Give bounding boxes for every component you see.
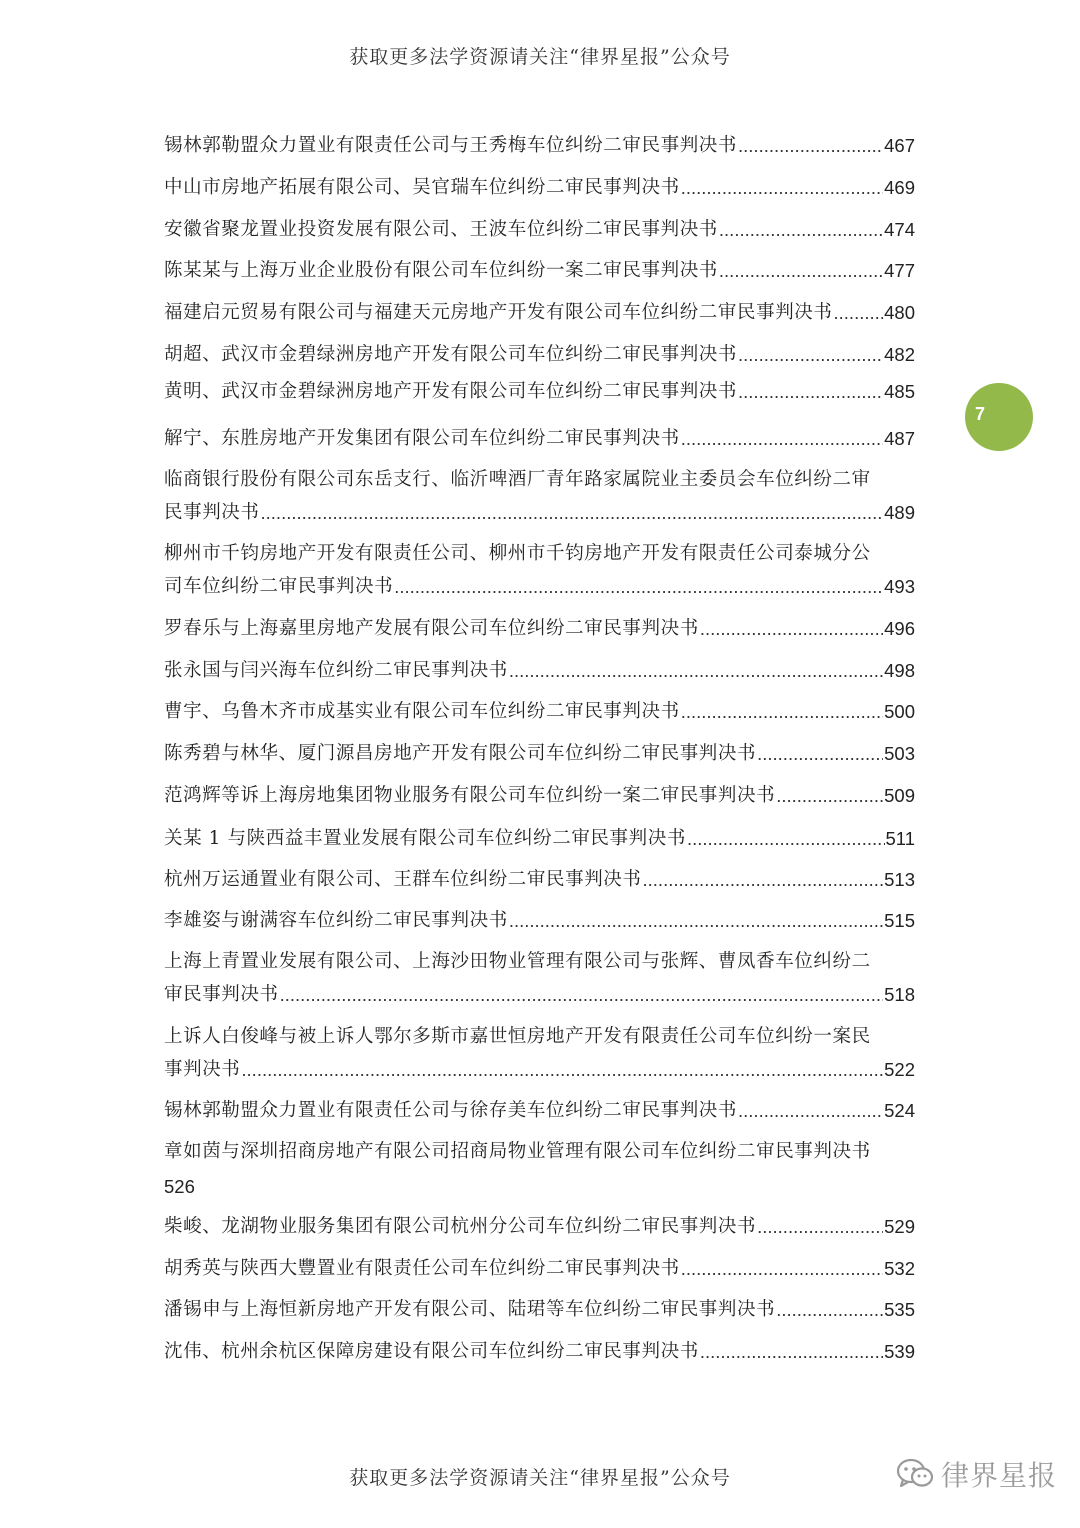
leader-dots <box>261 500 884 525</box>
toc-entry-page: 529 <box>884 1216 915 1237</box>
leader-dots <box>719 258 883 283</box>
toc-entry-page: 474 <box>884 219 915 240</box>
toc-entry-title: 事判决书 <box>164 1059 241 1080</box>
toc-entry-title: 范鸿辉等诉上海房地集团物业服务有限公司车位纠纷一案二审民事判决书 <box>164 785 776 806</box>
leader-dots <box>757 741 883 766</box>
toc-entry[interactable] <box>164 699 915 724</box>
leader-dots <box>643 867 884 892</box>
page-footer: 获取更多法学资源请关注“律界星报”公众号 <box>349 1467 731 1489</box>
wechat-watermark <box>895 1452 1057 1496</box>
toc-entry-title: 沈伟、杭州余杭区保障房建设有限公司车位纠纷二审民事判决书 <box>164 1341 699 1362</box>
watermark-text: 律界星报 <box>941 1459 1058 1492</box>
leader-dots <box>681 175 883 200</box>
toc-entry-page: 467 <box>884 135 915 156</box>
toc-entry-page: 526 <box>164 1176 195 1197</box>
toc-entry-title: 锡林郭勒盟众力置业有限责任公司与王秀梅车位纠纷二审民事判决书 <box>164 135 738 156</box>
toc-entry-title-line1: 临商银行股份有限公司东岳支行、临沂啤酒厂青年路家属院业主委员会车位纠纷二审 <box>164 469 871 490</box>
leader-dots <box>241 1057 883 1082</box>
toc-entry[interactable] <box>164 217 915 242</box>
leader-dots <box>757 1214 883 1239</box>
toc-entry[interactable] <box>164 258 915 283</box>
leader-dots <box>700 616 883 641</box>
toc-entry[interactable] <box>164 133 915 158</box>
toc-entry-page: 485 <box>884 381 915 402</box>
toc-entry-page: 469 <box>884 177 915 198</box>
leader-dots <box>738 133 883 158</box>
toc-entry-page: 511 <box>885 828 915 849</box>
toc-entry[interactable] <box>164 867 915 892</box>
leader-dots <box>509 908 883 933</box>
toc-entry[interactable] <box>164 741 915 766</box>
toc-entry-page: 496 <box>884 618 915 639</box>
toc-entry-title-line1: 柳州市千钧房地产开发有限责任公司、柳州市千钧房地产开发有限责任公司泰城分公 <box>164 543 871 564</box>
leader-dots <box>687 826 885 851</box>
toc-entry[interactable] <box>164 379 915 404</box>
toc-entry-title-line1: 章如茵与深圳招商房地产有限公司招商局物业管理有限公司车位纠纷二审民事判决书 <box>164 1141 871 1162</box>
toc-entry[interactable] <box>164 826 915 851</box>
toc-entry[interactable] <box>164 908 915 933</box>
toc-entry[interactable] <box>164 1214 915 1239</box>
leader-dots <box>776 1297 883 1322</box>
toc-entry-title: 关某 1 与陕西益丰置业发展有限公司车位纠纷二审民事判决书 <box>164 828 686 849</box>
wechat-icon <box>895 1456 935 1492</box>
leader-dots <box>738 342 883 367</box>
toc-entry-page: 482 <box>884 344 915 365</box>
leader-dots <box>700 1339 883 1364</box>
toc-entry-page: 503 <box>884 743 915 764</box>
toc-entry-title: 杭州万运通置业有限公司、王群车位纠纷二审民事判决书 <box>164 869 642 890</box>
toc-entry[interactable] <box>164 658 915 683</box>
leader-dots <box>834 300 884 325</box>
toc-entry-title: 柴峻、龙湖物业服务集团有限公司杭州分公司车位纠纷二审民事判决书 <box>164 1216 757 1237</box>
toc-entry-title: 司车位纠纷二审民事判决书 <box>164 576 394 597</box>
toc-entry[interactable] <box>164 175 915 200</box>
toc-entry[interactable] <box>164 426 915 451</box>
toc-entry-page: 500 <box>884 701 915 722</box>
leader-dots <box>776 783 883 808</box>
toc-entry[interactable] <box>164 1024 915 1082</box>
toc-entry-page: 493 <box>884 576 915 597</box>
toc-entry[interactable] <box>164 541 915 599</box>
leader-dots <box>738 379 883 404</box>
toc-entry-page: 518 <box>884 984 915 1005</box>
toc-entry-page: 513 <box>884 869 915 890</box>
toc-entry-title: 胡超、武汉市金碧绿洲房地产开发有限公司车位纠纷二审民事判决书 <box>164 344 738 365</box>
toc-entry-page: 539 <box>884 1341 915 1362</box>
toc-entry-page: 489 <box>884 502 915 523</box>
toc-entry-title: 福建启元贸易有限公司与福建天元房地产开发有限公司车位纠纷二审民事判决书 <box>164 302 833 323</box>
page-number: 7 <box>975 404 986 424</box>
toc-entry[interactable] <box>164 467 915 525</box>
toc-entry[interactable] <box>164 300 915 325</box>
toc-entry-page: 532 <box>884 1258 915 1279</box>
toc-entry-page: 535 <box>884 1299 915 1320</box>
leader-dots <box>394 574 883 599</box>
toc-entry-title: 李雄姿与谢满容车位纠纷二审民事判决书 <box>164 910 508 931</box>
toc-entry[interactable] <box>164 1098 915 1123</box>
toc-entry[interactable] <box>164 1139 915 1199</box>
toc-entry[interactable] <box>164 949 915 1007</box>
toc-entry-title: 潘锡申与上海恒新房地产开发有限公司、陆珺等车位纠纷二审民事判决书 <box>164 1299 776 1320</box>
toc-entry-page: 487 <box>884 428 915 449</box>
toc-entry[interactable] <box>164 616 915 641</box>
toc-entry-title: 解宁、东胜房地产开发集团有限公司车位纠纷二审民事判决书 <box>164 428 680 449</box>
page-number-badge <box>965 383 1033 451</box>
toc-entry-title: 曹宇、乌鲁木齐市成基实业有限公司车位纠纷二审民事判决书 <box>164 701 680 722</box>
leader-dots <box>509 658 883 683</box>
leader-dots <box>719 217 883 242</box>
leader-dots <box>738 1098 883 1123</box>
toc-entry-page: 524 <box>884 1100 915 1121</box>
toc-entry-page: 480 <box>884 302 915 323</box>
toc-entry-page: 477 <box>884 260 915 281</box>
toc-entry-title-line1: 上诉人白俊峰与被上诉人鄂尔多斯市嘉世恒房地产开发有限责任公司车位纠纷一案民 <box>164 1026 871 1047</box>
toc-entry-title: 胡秀英与陕西大豐置业有限责任公司车位纠纷二审民事判决书 <box>164 1258 680 1279</box>
toc-entry-title: 中山市房地产拓展有限公司、吴官瑞车位纠纷二审民事判决书 <box>164 177 680 198</box>
toc-entry-title-line1: 上海上青置业发展有限公司、上海沙田物业管理有限公司与张辉、曹凤香车位纠纷二 <box>164 951 871 972</box>
toc-entry-title: 陈某某与上海万业企业股份有限公司车位纠纷一案二审民事判决书 <box>164 260 718 281</box>
toc-entry-title: 审民事判决书 <box>164 984 279 1005</box>
page-header: 获取更多法学资源请关注“律界星报”公众号 <box>349 46 731 68</box>
toc-entry-title: 民事判决书 <box>164 502 260 523</box>
toc-entry-title: 安徽省聚龙置业投资发展有限公司、王波车位纠纷二审民事判决书 <box>164 219 718 240</box>
toc-entry-page: 498 <box>884 660 915 681</box>
toc-entry-title: 锡林郭勒盟众力置业有限责任公司与徐存美车位纠纷二审民事判决书 <box>164 1100 738 1121</box>
toc-entry-page: 522 <box>884 1059 915 1080</box>
leader-dots <box>681 426 883 451</box>
toc-entry-title: 罗春乐与上海嘉里房地产发展有限公司车位纠纷二审民事判决书 <box>164 618 699 639</box>
toc-entry[interactable] <box>164 1256 915 1281</box>
leader-dots <box>681 699 883 724</box>
toc-entry[interactable] <box>164 342 915 367</box>
toc-entry-page: 515 <box>884 910 915 931</box>
toc-entry-title: 黄明、武汉市金碧绿洲房地产开发有限公司车位纠纷二审民事判决书 <box>164 381 738 402</box>
toc-entry[interactable] <box>164 783 915 808</box>
toc-entry[interactable] <box>164 1297 915 1322</box>
leader-dots <box>681 1256 883 1281</box>
toc-entry[interactable] <box>164 1339 915 1364</box>
leader-dots <box>280 982 884 1007</box>
toc-entry-title: 张永国与闫兴海车位纠纷二审民事判决书 <box>164 660 508 681</box>
toc-entry-page: 509 <box>884 785 915 806</box>
toc-entry-title: 陈秀碧与林华、厦门源昌房地产开发有限公司车位纠纷二审民事判决书 <box>164 743 757 764</box>
